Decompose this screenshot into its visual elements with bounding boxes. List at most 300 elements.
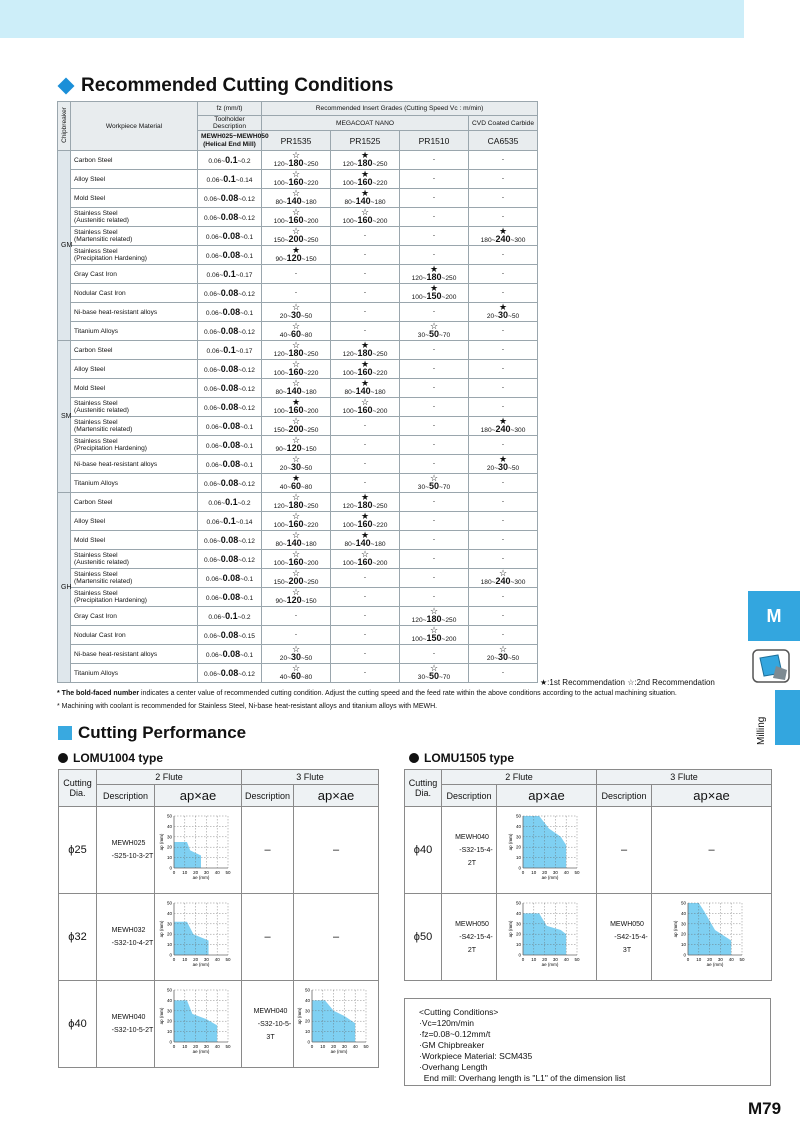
holder-header: MEWH025~MEWH050 (Helical End Mill) — [198, 131, 262, 151]
chart-cell-3flute — [652, 894, 772, 981]
note-coolant: * Machining with coolant is recommended for Stainless Steel, Ni-base heat-resistant alloys and titanium alloys with MEWH. — [57, 703, 438, 710]
cutting-speed: ★ 80~140~180 — [331, 379, 400, 398]
x-tick-label: 10 — [530, 870, 536, 875]
x-tick-label: 0 — [521, 870, 524, 875]
feed-value: 0.06~0.1~0.14 — [198, 170, 262, 189]
x-tick-label: 10 — [182, 870, 188, 875]
cutting-speed: ★ 100~150~200 — [400, 284, 469, 303]
recommendation-star-icon: ☆ — [291, 435, 301, 445]
feed-value: 0.06~0.08~0.1 — [198, 246, 262, 265]
recommendation-star-icon: ★ — [360, 492, 370, 502]
workpiece-material: Stainless Steel (Precipitation Hardening) — [71, 436, 198, 455]
cutting-speed: - — [469, 360, 538, 379]
performance-row — [59, 807, 379, 894]
tool-description: MEWH040 -S32-10-5-3T — [242, 981, 294, 1068]
performance-row — [405, 807, 772, 894]
x-tick-label: 40 — [214, 1044, 220, 1049]
workpiece-material: Carbon Steel — [71, 493, 198, 512]
cutting-speed: - — [469, 246, 538, 265]
cutting-speed: ☆ 30~50~70 — [400, 474, 469, 493]
cutting-speed: - — [331, 265, 400, 284]
cutting-speed: - — [400, 569, 469, 588]
x-tick-label: 0 — [172, 957, 176, 962]
y-tick-label: 10 — [680, 942, 686, 948]
x-tick-label: 0 — [172, 1044, 176, 1049]
cutting-speed: ☆ 150~200~250 — [262, 417, 331, 436]
performance-row — [405, 894, 772, 981]
material-row — [58, 208, 538, 227]
y-tick-label: 30 — [166, 834, 172, 840]
grade-header: PR1510 — [400, 131, 469, 151]
y-tick-label: 50 — [166, 900, 172, 906]
recommendation-star-icon: ★ — [498, 454, 508, 464]
cutting-speed: - — [262, 626, 331, 645]
y-axis-label: ap (mm) — [159, 833, 164, 851]
performance-table-lomu1505 — [404, 769, 772, 981]
y-tick-label: 40 — [515, 910, 521, 916]
y-tick-label: 20 — [515, 931, 521, 937]
cutting-speed: - — [400, 360, 469, 379]
y-axis-label: ap (mm) — [507, 833, 513, 851]
section-tab-m[interactable]: M — [748, 591, 800, 641]
material-row — [58, 246, 538, 265]
y-tick-label: 0 — [517, 952, 521, 958]
x-axis-label: ae (mm) — [192, 962, 210, 967]
fz-header: fz (mm/t) — [198, 102, 262, 116]
cutting-speed: ☆ 100~160~220 — [262, 360, 331, 379]
y-axis-label: ap (mm) — [507, 920, 513, 938]
feed-value: 0.06~0.1~0.17 — [198, 265, 262, 284]
recommendation-star-icon: ☆ — [429, 606, 439, 616]
cutting-speed: - — [469, 512, 538, 531]
cutting-speed: ★ 180~240~300 — [469, 417, 538, 436]
cutting-speed: - — [400, 588, 469, 607]
cutting-dia-header: Cutting Dia. — [405, 770, 442, 807]
y-tick-label: 10 — [166, 942, 172, 948]
material-row — [58, 455, 538, 474]
cutting-speed: ★ 80~140~180 — [331, 531, 400, 550]
chart-area — [174, 922, 209, 955]
cutting-speed: ☆ 30~50~70 — [400, 322, 469, 341]
cutting-speed: - — [331, 417, 400, 436]
recommendation-star-icon: ☆ — [429, 625, 439, 635]
x-tick-label: 20 — [541, 957, 547, 962]
cutting-speed: - — [400, 455, 469, 474]
cutting-diameter: ϕ40 — [59, 981, 97, 1068]
subtitle-lomu1004: LOMU1004 type — [58, 751, 163, 765]
page-number: M79 — [748, 1099, 782, 1118]
y-tick-label: 10 — [515, 942, 521, 948]
recommendation-star-icon: ☆ — [291, 530, 301, 540]
x-tick-label: 50 — [739, 957, 745, 962]
cutting-speed: - — [469, 626, 538, 645]
cutting-diameter: ϕ25 — [59, 807, 97, 894]
recommendation-star-icon: ★ — [498, 226, 508, 236]
cutting-speed: - — [331, 284, 400, 303]
cutting-speed: - — [469, 664, 538, 683]
material-row — [58, 474, 538, 493]
material-row — [58, 379, 538, 398]
chart-cell-2flute — [497, 894, 597, 981]
y-tick-label: 50 — [680, 900, 686, 906]
cutting-speed: - — [400, 208, 469, 227]
x-tick-label: 30 — [552, 957, 558, 962]
y-tick-label: 40 — [166, 910, 172, 916]
x-tick-label: 10 — [182, 1044, 188, 1049]
section-title-text: Recommended Cutting Conditions — [81, 75, 394, 96]
x-tick-label: 30 — [341, 1044, 347, 1049]
cutting-speed: - — [262, 265, 331, 284]
description-header: Description — [97, 785, 155, 807]
recommendation-star-icon: ☆ — [291, 587, 301, 597]
recommendation-star-icon: ☆ — [429, 473, 439, 483]
recommendation-legend: ★:1st Recommendation ☆:2nd Recommendation — [540, 678, 715, 687]
not-available-dash: – — [242, 894, 294, 981]
y-axis-label: ap (mm) — [297, 1007, 303, 1025]
workpiece-material-header: Workpiece Material — [71, 102, 198, 151]
cutting-speed: ★ 120~180~250 — [400, 265, 469, 284]
x-tick-label: 30 — [203, 1044, 209, 1049]
material-row — [58, 531, 538, 550]
megacoat-header: MEGACOAT NANO — [262, 116, 469, 131]
x-axis-label: ae (mm) — [330, 1049, 348, 1054]
workpiece-material: Stainless Steel (Martensitic related) — [71, 569, 198, 588]
x-tick-label: 30 — [552, 870, 558, 875]
y-tick-label: 40 — [166, 823, 172, 829]
recommendation-star-icon: ★ — [360, 530, 370, 540]
tool-description: MEWH050 -S42-15-4-2T — [442, 894, 497, 981]
cutting-speed: - — [469, 436, 538, 455]
x-axis-label: ae (mm) — [706, 962, 723, 967]
feed-value: 0.06~0.08~0.12 — [198, 550, 262, 569]
x-tick-label: 50 — [225, 870, 231, 875]
description-header: Description — [597, 785, 652, 807]
cutting-speed: ☆ 100~150~200 — [400, 626, 469, 645]
tool-description: MEWH025 -S25-10-3-2T — [97, 807, 155, 894]
tool-description: MEWH032 -S32-10-4-2T — [97, 894, 155, 981]
grade-header: CA6535 — [469, 131, 538, 151]
cutting-speed: ☆ 40~60~80 — [262, 322, 331, 341]
cutting-speed: - — [331, 227, 400, 246]
recommendation-star-icon: ☆ — [291, 511, 301, 521]
recommendation-star-icon: ☆ — [291, 207, 301, 217]
cutting-speed: - — [331, 246, 400, 265]
cutting-speed: - — [469, 474, 538, 493]
apae-header: ap×ae — [294, 785, 379, 807]
cutting-speed: - — [400, 303, 469, 322]
x-tick-label: 0 — [686, 957, 689, 962]
cutting-speed: - — [400, 417, 469, 436]
feed-value: 0.06~0.08~0.12 — [198, 322, 262, 341]
condition-line: ·GM Chipbreaker — [419, 1040, 485, 1050]
header-band — [0, 0, 744, 38]
bullet-dot-icon — [409, 753, 419, 763]
x-tick-label: 0 — [310, 1044, 314, 1049]
workpiece-material: Stainless Steel (Austenitic related) — [71, 208, 198, 227]
recommendation-star-icon: ☆ — [291, 454, 301, 464]
not-available-dash: – — [242, 807, 294, 894]
note-bold-faced: * The bold-faced number indicates a center value of recommended cutting condition. Adjust the cutting speed and the feed rate within the above conditions according to the actual machining situation. — [57, 690, 677, 697]
x-tick-label: 10 — [182, 957, 188, 962]
feed-value: 0.06~0.1~0.14 — [198, 512, 262, 531]
section-title-text: Cutting Performance — [78, 723, 247, 742]
feed-value: 0.06~0.08~0.12 — [198, 284, 262, 303]
workpiece-material: Alloy Steel — [71, 512, 198, 531]
cutting-speed: - — [469, 493, 538, 512]
x-tick-label: 10 — [320, 1044, 326, 1049]
cutting-speed: - — [331, 436, 400, 455]
x-tick-label: 50 — [225, 957, 231, 962]
y-tick-label: 50 — [515, 900, 521, 906]
material-row — [58, 512, 538, 531]
x-tick-label: 10 — [530, 957, 536, 962]
workpiece-material: Ni-base heat-resistant alloys — [71, 645, 198, 664]
cutting-speed: - — [469, 322, 538, 341]
cutting-speed: - — [469, 208, 538, 227]
recommendation-star-icon: ★ — [360, 511, 370, 521]
x-tick-label: 40 — [214, 957, 220, 962]
ap-ae-chart — [507, 899, 587, 973]
ap-ae-chart — [296, 986, 376, 1060]
material-row — [58, 550, 538, 569]
y-tick-label: 50 — [305, 987, 311, 993]
apae-header: ap×ae — [155, 785, 242, 807]
recommendation-star-icon: ☆ — [291, 644, 301, 654]
y-tick-label: 0 — [517, 865, 521, 871]
y-tick-label: 20 — [166, 1018, 172, 1024]
cutting-speed: ☆ 100~160~200 — [331, 398, 400, 417]
cutting-speed: ☆ 90~120~150 — [262, 588, 331, 607]
cutting-conditions-table — [57, 101, 538, 683]
x-axis-label: ae (mm) — [541, 962, 558, 967]
cutting-speed: - — [400, 341, 469, 360]
recommendation-star-icon: ★ — [291, 245, 301, 255]
performance-table-lomu1004 — [58, 769, 379, 1068]
performance-row — [59, 894, 379, 981]
feed-value: 0.06~0.08~0.12 — [198, 474, 262, 493]
cutting-speed: - — [469, 607, 538, 626]
recommendation-star-icon: ☆ — [291, 302, 301, 312]
cutting-speed: ★ 120~180~250 — [331, 341, 400, 360]
material-row — [58, 303, 538, 322]
y-tick-label: 0 — [169, 1039, 172, 1045]
x-tick-label: 50 — [573, 957, 580, 962]
x-tick-label: 20 — [541, 870, 547, 875]
workpiece-material: Stainless Steel (Austenitic related) — [71, 550, 198, 569]
chipbreaker-header: Chipbreaker — [58, 102, 71, 151]
cutting-speed: ★ 180~240~300 — [469, 227, 538, 246]
feed-value: 0.06~0.08~0.12 — [198, 398, 262, 417]
material-row — [58, 398, 538, 417]
cutting-speed: - — [331, 322, 400, 341]
cutting-speed: - — [469, 398, 538, 417]
recommendation-star-icon: ☆ — [291, 188, 301, 198]
feed-value: 0.06~0.08~0.1 — [198, 417, 262, 436]
recommendation-star-icon: ☆ — [291, 663, 301, 673]
cutting-speed: ☆ 20~30~50 — [262, 455, 331, 474]
cutting-speed: - — [469, 531, 538, 550]
cutting-speed: - — [469, 151, 538, 170]
chart-cell-2flute — [155, 894, 242, 981]
y-axis-label: ap (mm) — [159, 920, 164, 938]
recommendation-star-icon: ★ — [360, 340, 370, 350]
y-tick-label: 30 — [166, 921, 172, 927]
tool-description: MEWH040 -S32-15-4-2T — [442, 807, 497, 894]
cutting-speed: ☆ 100~160~220 — [262, 512, 331, 531]
cutting-speed: ☆ 120~180~250 — [262, 151, 331, 170]
chart-area — [688, 903, 731, 955]
cutting-speed: ☆ 100~160~200 — [331, 208, 400, 227]
cutting-speed: - — [400, 227, 469, 246]
cutting-speed: ☆ 40~60~80 — [262, 664, 331, 683]
cutting-speed: ★ 20~30~50 — [469, 303, 538, 322]
workpiece-material: Mold Steel — [71, 531, 198, 550]
recommendation-star-icon: ☆ — [291, 492, 301, 502]
cutting-speed: ☆ 150~200~250 — [262, 227, 331, 246]
cutting-speed: - — [469, 170, 538, 189]
cutting-speed: - — [469, 265, 538, 284]
cutting-speed: ☆ 100~160~220 — [262, 170, 331, 189]
workpiece-material: Stainless Steel (Martensitic related) — [71, 417, 198, 436]
recommendation-star-icon: ☆ — [429, 321, 439, 331]
material-row — [58, 360, 538, 379]
feed-value: 0.06~0.1~0.17 — [198, 341, 262, 360]
cutting-speed: - — [331, 626, 400, 645]
x-tick-label: 50 — [573, 870, 580, 875]
recommendation-star-icon: ★ — [360, 188, 370, 198]
material-row — [58, 436, 538, 455]
cutting-speed: ☆ 100~160~200 — [331, 550, 400, 569]
cutting-speed: ☆ 100~160~200 — [262, 550, 331, 569]
cvd-header: CVD Coated Carbide — [469, 116, 538, 131]
recommendation-star-icon: ☆ — [360, 549, 370, 559]
recommendation-star-icon: ★ — [498, 302, 508, 312]
y-tick-label: 50 — [166, 813, 172, 819]
cutting-speed: - — [400, 189, 469, 208]
feed-value: 0.06~0.08~0.1 — [198, 436, 262, 455]
cutting-speed: ★ 100~160~200 — [262, 398, 331, 417]
y-tick-label: 10 — [305, 1029, 311, 1035]
material-row — [58, 265, 538, 284]
y-tick-label: 30 — [515, 921, 521, 927]
x-tick-label: 0 — [172, 870, 176, 875]
y-tick-label: 30 — [305, 1008, 311, 1014]
material-row — [58, 493, 538, 512]
workpiece-material: Ni-base heat-resistant alloys — [71, 455, 198, 474]
workpiece-material: Alloy Steel — [71, 170, 198, 189]
cutting-speed: - — [331, 664, 400, 683]
feed-value: 0.06~0.08~0.1 — [198, 303, 262, 322]
feed-value: 0.06~0.08~0.12 — [198, 531, 262, 550]
x-tick-label: 20 — [331, 1044, 337, 1049]
cutting-speed: ★ 100~160~220 — [331, 360, 400, 379]
recommendation-star-icon: ☆ — [291, 150, 301, 160]
cutting-diameter: ϕ50 — [405, 894, 442, 981]
cutting-speed: - — [400, 379, 469, 398]
flute2-header: 2 Flute — [97, 770, 242, 785]
material-row — [58, 170, 538, 189]
x-tick-label: 30 — [203, 957, 209, 962]
material-row — [58, 626, 538, 645]
x-axis-label: ae (mm) — [192, 1049, 210, 1054]
y-tick-label: 20 — [166, 844, 172, 850]
not-available-dash: – — [652, 807, 772, 894]
x-tick-label: 30 — [203, 870, 209, 875]
y-tick-label: 30 — [515, 834, 521, 840]
feed-value: 0.06~0.08~0.12 — [198, 360, 262, 379]
cutting-speed: ★ 120~180~250 — [331, 493, 400, 512]
description-header: Description — [442, 785, 497, 807]
condition-line: ·Vc=120m/min — [419, 1018, 475, 1028]
recommendation-star-icon: ☆ — [291, 169, 301, 179]
material-row — [58, 151, 538, 170]
y-axis-label: ap (mm) — [672, 920, 678, 938]
y-tick-label: 20 — [515, 844, 521, 850]
recommendation-star-icon: ☆ — [291, 568, 301, 578]
y-tick-label: 50 — [515, 813, 521, 819]
material-row — [58, 645, 538, 664]
y-tick-label: 40 — [680, 910, 686, 916]
y-tick-label: 20 — [680, 931, 686, 937]
recommendation-star-icon: ★ — [360, 169, 370, 179]
x-tick-label: 30 — [717, 957, 723, 962]
workpiece-material: Stainless Steel (Precipitation Hardening) — [71, 588, 198, 607]
recommendation-star-icon: ☆ — [360, 207, 370, 217]
grades-group-header: Recommended Insert Grades (Cutting Speed Vc : m/min) — [262, 102, 538, 116]
feed-value: 0.06~0.1~0.2 — [198, 493, 262, 512]
material-row — [58, 607, 538, 626]
x-tick-label: 20 — [193, 1044, 199, 1049]
cutting-speed: ☆ 80~140~180 — [262, 379, 331, 398]
condition-line: ·fz=0.08~0.12mm/t — [419, 1029, 491, 1039]
cutting-speed: ☆ 180~240~300 — [469, 569, 538, 588]
x-tick-label: 10 — [695, 957, 701, 962]
x-tick-label: 50 — [225, 1044, 231, 1049]
cutting-speed: ☆ 90~120~150 — [262, 436, 331, 455]
cutting-speed: ☆ 120~180~250 — [262, 493, 331, 512]
feed-value: 0.06~0.08~0.12 — [198, 379, 262, 398]
cutting-speed: - — [400, 512, 469, 531]
chart-cell-2flute — [155, 807, 242, 894]
feed-value: 0.06~0.08~0.12 — [198, 664, 262, 683]
chipbreaker-cell: SM — [58, 341, 71, 493]
cutting-speed: ☆ 80~140~180 — [262, 531, 331, 550]
material-row — [58, 417, 538, 436]
ap-ae-chart — [158, 899, 238, 973]
recommendation-star-icon: ★ — [498, 416, 508, 426]
y-tick-label: 0 — [169, 952, 172, 958]
feed-value: 0.06~0.1~0.2 — [198, 607, 262, 626]
x-tick-label: 40 — [563, 957, 569, 962]
recommendation-star-icon: ★ — [360, 378, 370, 388]
chart-cell-2flute — [497, 807, 597, 894]
y-tick-label: 0 — [169, 865, 172, 871]
apae-header: ap×ae — [652, 785, 772, 807]
subtitle-lomu1505: LOMU1505 type — [409, 751, 514, 765]
workpiece-material: Stainless Steel (Precipitation Hardening) — [71, 246, 198, 265]
cutting-speed: - — [331, 588, 400, 607]
cutting-speed: - — [262, 607, 331, 626]
x-axis-label: ae (mm) — [541, 875, 558, 880]
x-tick-label: 20 — [193, 957, 199, 962]
milling-label: Milling — [756, 716, 767, 745]
chipbreaker-cell: GH — [58, 493, 71, 683]
cutting-speed: - — [400, 246, 469, 265]
recommendation-star-icon: ★ — [429, 264, 439, 274]
cutting-speed: ☆ 100~160~200 — [262, 208, 331, 227]
material-row — [58, 664, 538, 683]
cutting-conditions-box — [404, 998, 771, 1086]
